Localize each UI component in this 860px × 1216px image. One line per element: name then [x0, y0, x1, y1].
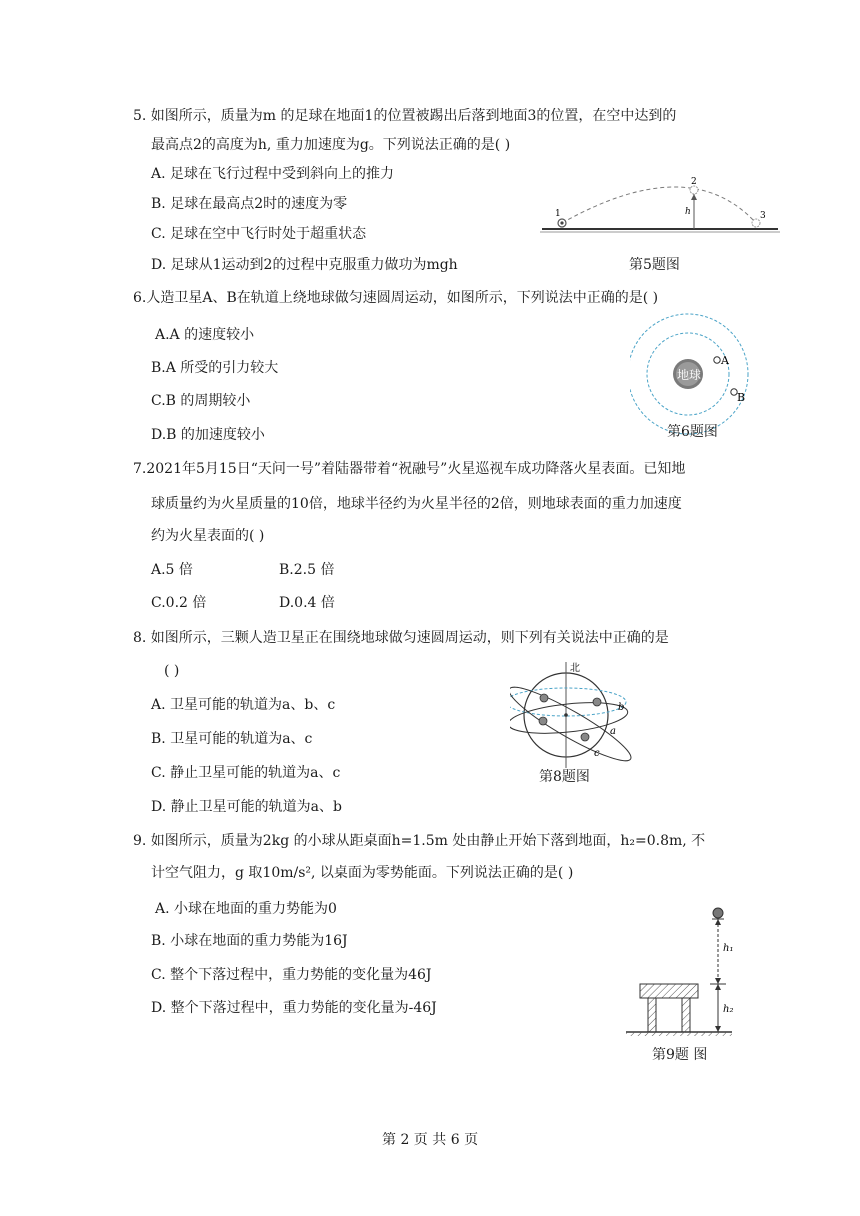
q5-stem-line1: 5. 如图所示，质量为m 的足球在地面1的位置被踢出后落到地面3的位置，在空中达到的 [133, 108, 677, 124]
q9-stem-line1: 9. 如图所示，质量为2kg 的小球从距桌面h=1.5m 处由静止开始下落到地面，h₂=0.8m, 不 [133, 833, 706, 849]
q5-figure-label-2: 2 [691, 177, 697, 187]
q5-stem-line2: 最高点2的高度为h, 重力加速度为g。下列说法正确的是( ) [151, 137, 511, 153]
q7-option-c: C.0.2 倍 [151, 595, 207, 611]
q9-stem-line2: 计空气阻力，g 取10m/s², 以桌面为零势能面。下列说法正确的是( ) [151, 865, 574, 881]
q5-option-c: C. 足球在空中飞行时处于超重状态 [151, 226, 367, 242]
q9-figure-label-h2: h₂ [723, 1004, 734, 1015]
q8-figure-label-a: a [610, 726, 616, 737]
q6-stem: 6.人造卫星A、B在轨道上绕地球做匀速圆周运动，如图所示，下列说法中正确的是( ) [133, 290, 659, 306]
q6-figure [630, 310, 760, 435]
q5-option-d: D. 足球从1运动到2的过程中克服重力做功为mgh [151, 257, 458, 273]
q9-figure [622, 896, 752, 1038]
q9-option-d: D. 整个下落过程中，重力势能的变化量为-46J [151, 1000, 437, 1016]
q7-stem-line2: 球质量约为火星质量的10倍，地球半径约为火星半径的2倍，则地球表面的重力加速度 [151, 496, 682, 512]
q5-figure-label-h: h [685, 207, 691, 217]
q6-caption: 第6题图 [667, 424, 718, 440]
q9-option-b: B. 小球在地面的重力势能为16J [151, 933, 348, 949]
q8-stem-line2: ( ) [164, 663, 180, 679]
q9-caption: 第9题 图 [652, 1047, 708, 1063]
q7-stem-line1: 7.2021年5月15日“天问一号”着陆器带着“祝融号”火星巡视车成功降落火星表面。已知地 [133, 461, 686, 477]
q8-option-b: B. 卫星可能的轨道为a、c [151, 731, 313, 747]
q5-figure [540, 176, 780, 236]
q6-option-a: A.A 的速度较小 [155, 327, 255, 343]
q8-figure-label-b: b [618, 702, 625, 713]
q5-caption: 第5题图 [629, 257, 680, 273]
q7-stem-line3: 约为火星表面的( ) [151, 528, 265, 544]
q8-stem-line1: 8. 如图所示，三颗人造卫星正在围绕地球做匀速圆周运动，则下列有关说法中正确的是 [133, 630, 669, 646]
page-footer: 第 2 页 共 6 页 [382, 1132, 479, 1148]
q9-option-c: C. 整个下落过程中，重力势能的变化量为46J [151, 967, 432, 983]
q8-figure-label-c: c [594, 748, 600, 759]
q8-figure-label-north: 北 [570, 663, 580, 674]
q8-caption: 第8题图 [539, 769, 590, 785]
q8-figure [510, 660, 640, 770]
q9-option-a: A. 小球在地面的重力势能为0 [155, 901, 337, 917]
q9-figure-label-h1: h₁ [723, 943, 734, 954]
q5-figure-label-3: 3 [760, 211, 766, 221]
q8-option-a: A. 卫星可能的轨道为a、b、c [151, 697, 336, 713]
q6-option-b: B.A 所受的引力较大 [151, 360, 279, 376]
q7-option-d: D.0.4 倍 [279, 595, 335, 611]
q8-option-d: D. 静止卫星可能的轨道为a、b [151, 799, 342, 815]
q5-option-b: B. 足球在最高点2时的速度为零 [151, 196, 348, 212]
q7-option-a: A.5 倍 [151, 562, 193, 578]
q6-option-c: C.B 的周期较小 [151, 393, 251, 409]
q6-option-d: D.B 的加速度较小 [151, 427, 265, 443]
q5-option-a: A. 足球在飞行过程中受到斜向上的推力 [151, 166, 395, 182]
q7-option-b: B.2.5 倍 [279, 562, 335, 578]
q8-option-c: C. 静止卫星可能的轨道为a、c [151, 765, 341, 781]
q6-figure-label-b: B [737, 391, 746, 404]
q5-figure-label-1: 1 [555, 209, 561, 219]
q6-figure-label-a: A [721, 354, 729, 367]
q6-figure-label-earth: 地球 [677, 368, 702, 382]
